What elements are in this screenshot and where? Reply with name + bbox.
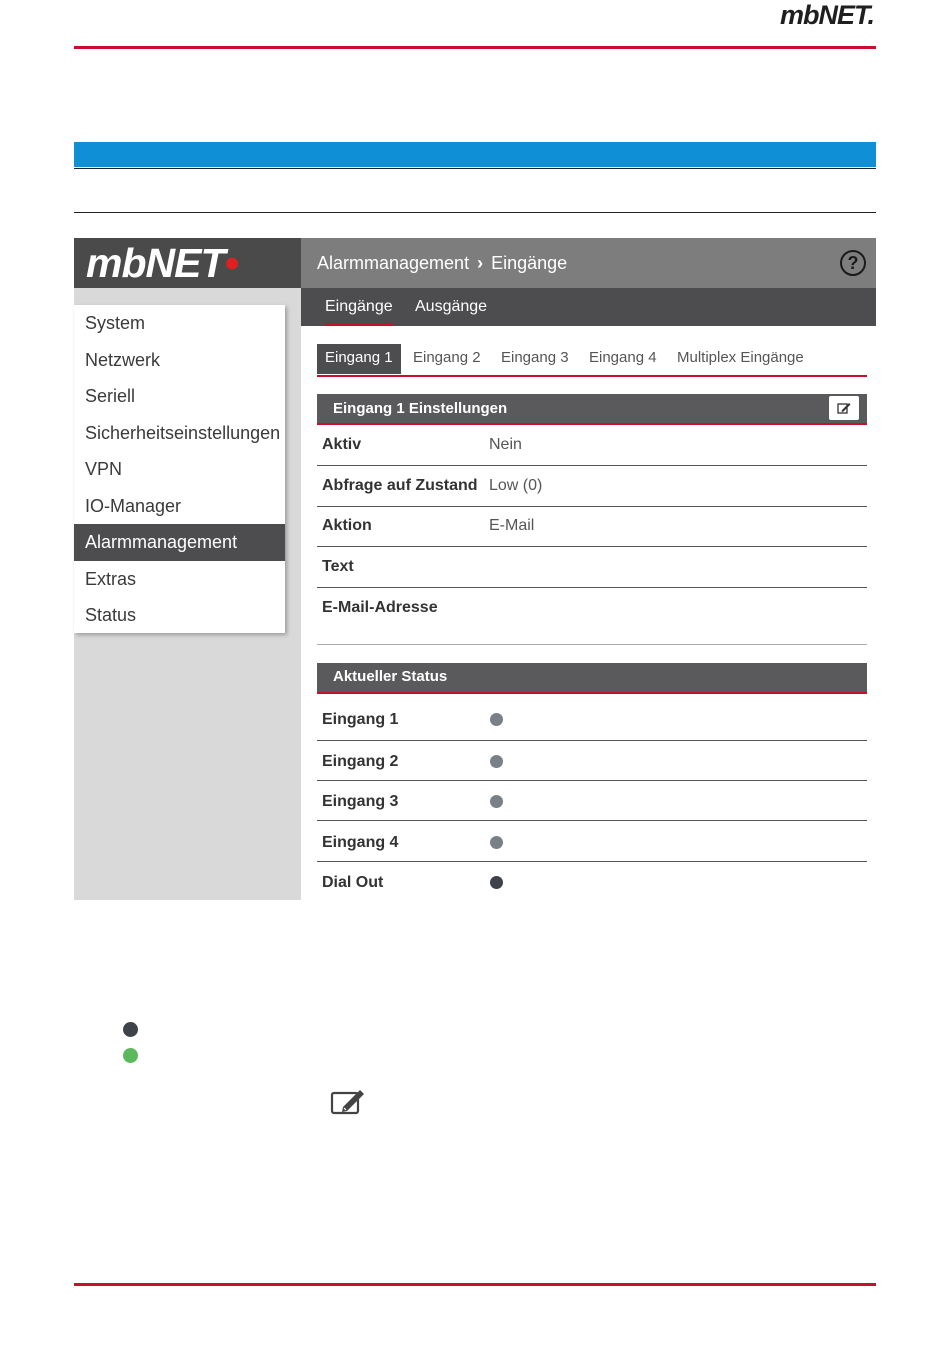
status-panel-title: Aktueller Status [333, 668, 448, 685]
status-dot-icon [490, 713, 503, 726]
row-value: Low (0) [489, 477, 543, 494]
status-dot-icon [490, 755, 503, 768]
input-tabs [317, 344, 867, 377]
status-row-eingang-3 [317, 781, 867, 821]
sidebar-item-alarmmanagement[interactable]: Alarmmanagement [74, 524, 285, 561]
edit-button[interactable] [829, 396, 859, 420]
header-divider [74, 46, 876, 49]
status-row-eingang-2 [317, 741, 867, 781]
edit-icon [330, 1088, 366, 1121]
tab-multiplex-eingaenge[interactable]: Multiplex Eingänge [677, 349, 804, 366]
row-label: Aktion [322, 517, 372, 534]
sidebar-item-netzwerk[interactable]: Netzwerk [85, 349, 161, 370]
subnav-tab-eingaenge[interactable]: Eingänge [325, 288, 393, 326]
settings-row-abfrage-auf-zustand [317, 466, 867, 507]
row-label: Abfrage auf Zustand [322, 477, 478, 494]
settings-row-aktiv [317, 425, 867, 466]
chevron-right-icon: › [477, 253, 484, 273]
status-dot-icon [490, 836, 503, 849]
status-row-eingang-4 [317, 821, 867, 862]
edit-icon [837, 401, 851, 415]
footer-divider [74, 1283, 876, 1286]
sidebar-menu [74, 305, 285, 633]
settings-panel-title: Eingang 1 Einstellungen [333, 400, 508, 417]
breadcrumb-parent[interactable]: Alarmmanagement [317, 253, 470, 273]
sidebar-item-extras[interactable]: Extras [85, 568, 137, 589]
status-row-dial-out [317, 862, 867, 900]
top-bar [301, 238, 876, 288]
breadcrumb-current: Eingänge [491, 253, 568, 273]
status-panel-header [317, 663, 867, 694]
sidebar-item-io-manager[interactable]: IO-Manager [85, 495, 182, 516]
dark-gray-dot-icon [123, 1022, 138, 1037]
sidebar-item-system[interactable]: System [85, 313, 146, 333]
app-screenshot [74, 238, 876, 900]
app-logo-area [74, 238, 301, 288]
sidebar-item-vpn[interactable]: VPN [85, 459, 123, 479]
settings-row-email-adresse [317, 588, 867, 645]
help-icon[interactable]: ? [840, 250, 866, 276]
sidebar-item-seriell[interactable]: Seriell [85, 386, 136, 406]
status-row-eingang-1 [317, 698, 867, 741]
row-label: Eingang 2 [322, 753, 399, 770]
settings-panel-header [317, 394, 867, 425]
settings-row-aktion [317, 507, 867, 547]
sub-navigation [301, 288, 876, 326]
row-label: Eingang 4 [322, 834, 399, 851]
settings-row-text [317, 547, 867, 588]
row-label: Text [322, 558, 354, 575]
tab-eingang-4[interactable]: Eingang 4 [589, 349, 657, 366]
row-label: Eingang 1 [322, 711, 399, 728]
status-dot-icon [490, 876, 503, 889]
row-label: Dial Out [322, 874, 384, 891]
row-label: E-Mail-Adresse [322, 599, 438, 616]
row-label: Eingang 3 [322, 793, 399, 810]
sidebar-item-status[interactable]: Status [85, 605, 137, 625]
tab-eingang-2[interactable]: Eingang 2 [413, 349, 481, 366]
green-dot-icon [123, 1048, 138, 1063]
section-heading-bar [74, 142, 876, 167]
status-dot-icon [490, 795, 503, 808]
tab-eingang-3[interactable]: Eingang 3 [501, 349, 569, 366]
row-value: Nein [489, 436, 522, 453]
row-value: E-Mail [489, 517, 535, 534]
row-label: Aktiv [322, 436, 362, 453]
section-divider [74, 212, 876, 213]
breadcrumb [317, 253, 567, 274]
sidebar-item-sicherheitseinstellungen[interactable]: Sicherheitseinstellungen [85, 422, 281, 443]
subnav-tab-ausgaenge[interactable]: Ausgänge [415, 298, 488, 315]
section-heading-underline [74, 168, 876, 169]
tab-eingang-1[interactable]: Eingang 1 [317, 344, 401, 374]
document-brand-logo: mbNET. [780, 0, 874, 30]
app-logo: mbNET• [86, 240, 238, 286]
